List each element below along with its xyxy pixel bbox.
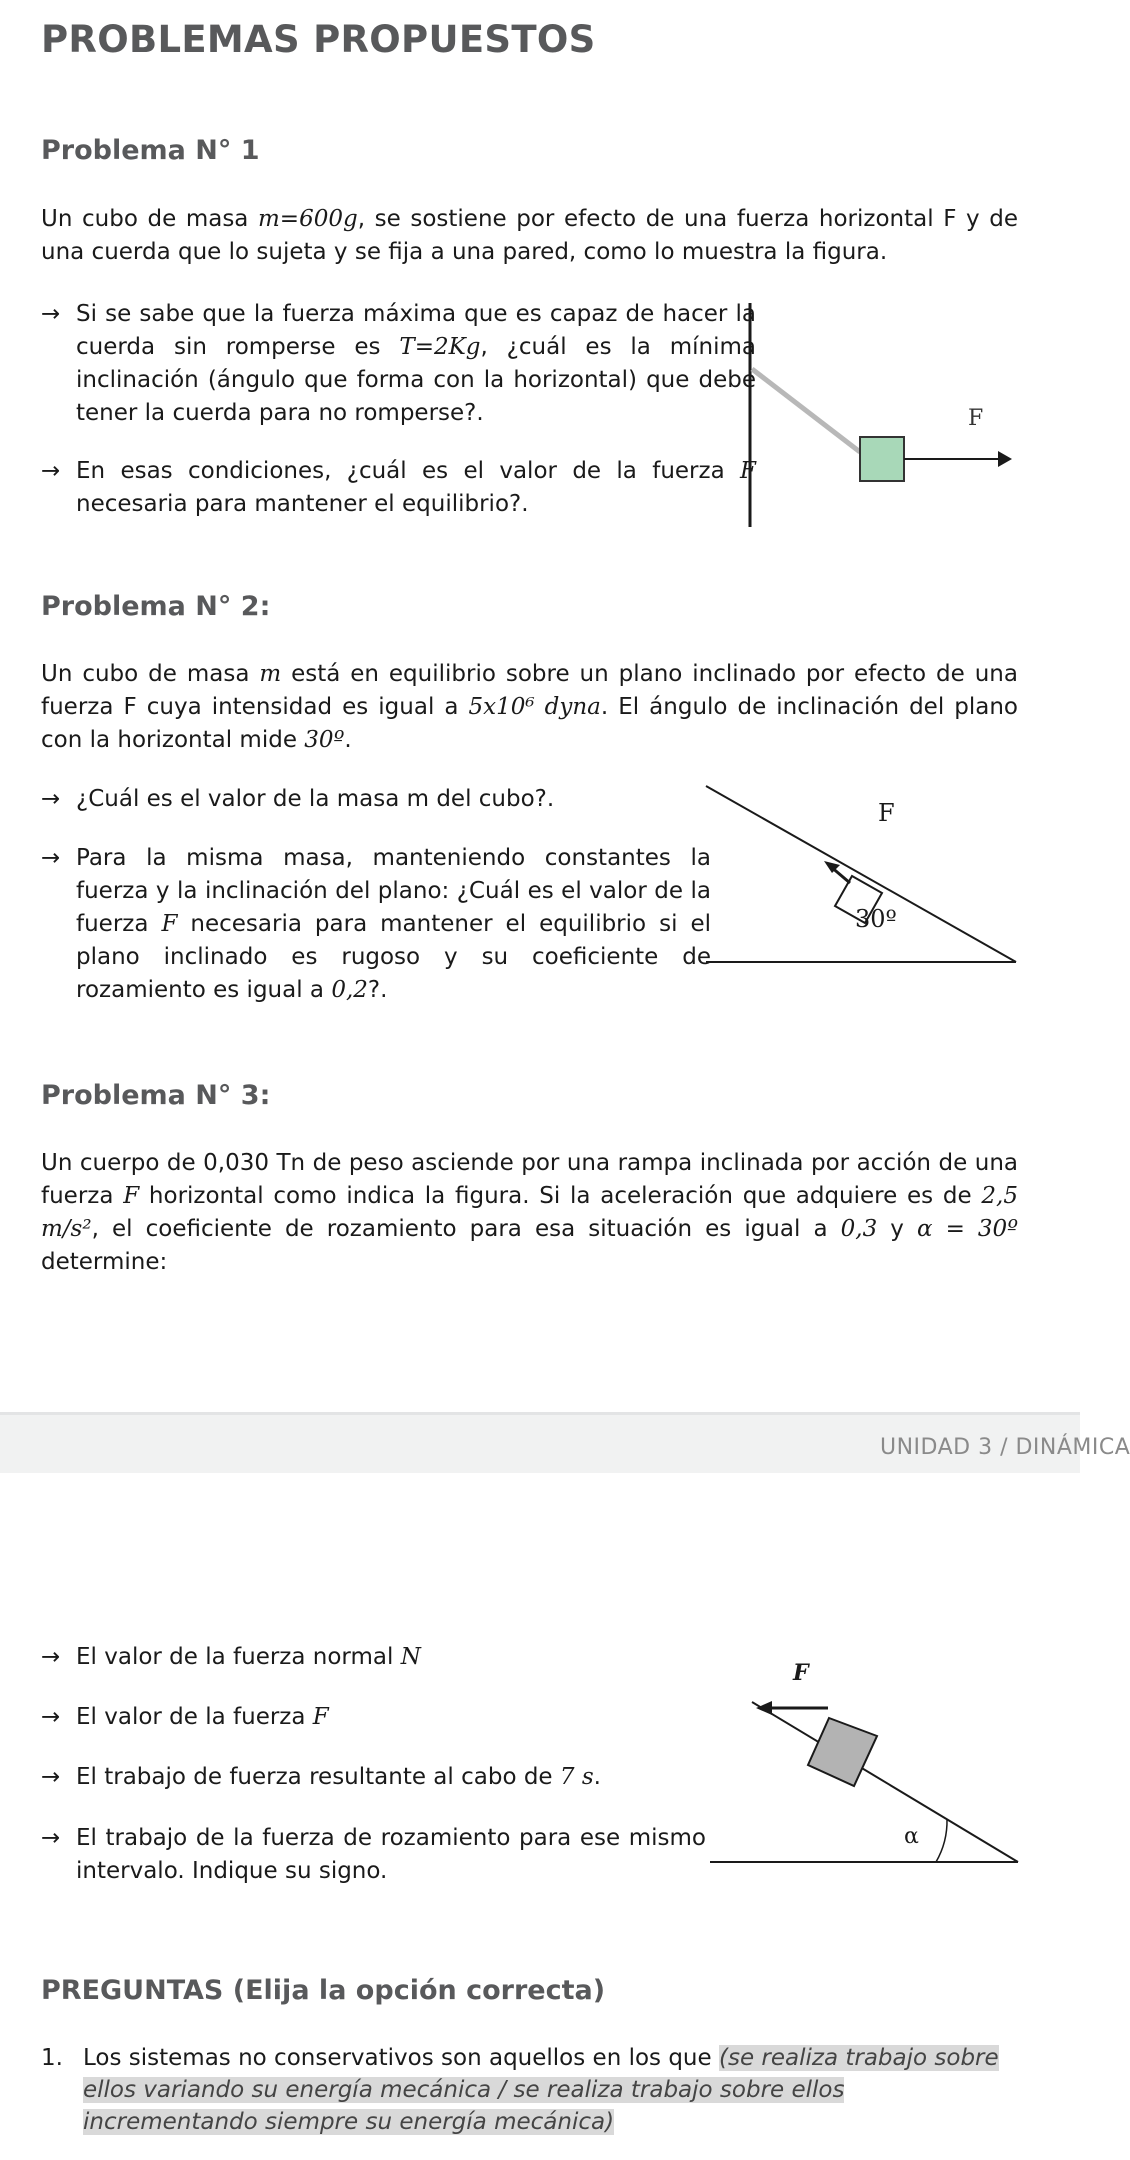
force-arrowhead-icon <box>756 1701 772 1715</box>
arrow-right-icon: → <box>41 1644 61 1670</box>
arrow-right-icon: → <box>41 786 61 812</box>
angle-label: 30º <box>855 905 897 933</box>
arrow-right-icon: → <box>41 1764 61 1790</box>
problem-1-figure <box>740 295 1030 530</box>
question-1-options: (se realiza trabajo sobre ellos variando su energía mecánica / se realiza trabajo sobre ellos incrementando siempre su energía mecánica) <box>83 2045 999 2135</box>
arrow-right-icon: → <box>41 301 61 327</box>
force-arrowhead-icon <box>998 451 1012 467</box>
problem-1-question-2: → En esas condiciones, ¿cuál es el valor de la fuerza F necesaria para mantener el equilibrio?. <box>41 455 756 521</box>
unit-header: UNIDAD 3 / DINÁMICA <box>880 1435 1130 1460</box>
problem-3-heading: Problema N° 3: <box>41 1080 271 1111</box>
problem-2-figure <box>700 780 1025 970</box>
questions-heading: PREGUNTAS (Elija la opción correcta) <box>41 1975 606 2006</box>
inclined-plane <box>706 786 1016 962</box>
problem-3-question-4: → El trabajo de la fuerza de rozamiento para ese mismo intervalo. Indique su signo. <box>41 1822 706 1888</box>
block <box>808 1718 877 1786</box>
rope <box>752 369 860 452</box>
arrow-right-icon: → <box>41 845 61 871</box>
page-title: PROBLEMAS PROPUESTOS <box>41 18 596 61</box>
problem-1-question-1: → Si se sabe que la fuerza máxima que es capaz de hacer la cuerda sin romperse es T=2Kg, ¿cuál es la mínima inclinación (ángulo que forma con la horizontal) que debe tener la cuerda para no romperse?. <box>41 298 756 430</box>
angle-arc <box>936 1819 947 1862</box>
force-label: F <box>878 799 895 827</box>
question-1: Los sistemas no conservativos son aquellos en los que (se realiza trabajo sobre ellos variando su energía mecánica / se realiza trabajo sobre ellos incrementando siempre su energía mecánica) <box>83 2045 999 2135</box>
problem-2-question-2: → Para la misma masa, manteniendo constantes la fuerza y la inclinación del plano: ¿Cuál es el valor de la fuerza F necesaria para mantener el equilibrio si el plano inclinado es rugoso y su coeficiente de rozamiento es igual a 0,2?. <box>41 842 711 1007</box>
problem-2-statement: Un cubo de masa m está en equilibrio sobre un plano inclinado por efecto de una fuerza F cuya intensidad es igual a 5x10⁶ dyna. El ángulo de inclinación del plano con la horizontal mide 30º. <box>41 661 1018 753</box>
problem-3-figure <box>700 1650 1025 1870</box>
problem-2-question-1: → ¿Cuál es el valor de la masa m del cubo?. <box>41 783 711 816</box>
force-label: F <box>968 406 984 431</box>
force-label: F <box>793 1660 809 1686</box>
problem-1-heading: Problema N° 1 <box>41 135 260 166</box>
arrow-right-icon: → <box>41 1704 61 1730</box>
inclined-plane <box>752 1702 1018 1862</box>
problem-3-question-2: → El valor de la fuerza F <box>41 1701 706 1734</box>
problem-3-question-3: → El trabajo de fuerza resultante al cabo de 7 s. <box>41 1761 706 1794</box>
question-1-number: 1. <box>41 2045 63 2071</box>
arrow-right-icon: → <box>41 1825 61 1851</box>
problem-2-heading: Problema N° 2: <box>41 591 271 622</box>
cube <box>860 437 904 481</box>
problem-3-question-1: → El valor de la fuerza normal N <box>41 1641 706 1674</box>
problem-1-statement: Un cubo de masa m=600g, se sostiene por efecto de una fuerza horizontal F y de una cuerda que lo sujeta y se fija a una pared, como lo muestra la figura. <box>41 206 1018 265</box>
arrow-right-icon: → <box>41 458 61 484</box>
angle-label: α <box>904 1824 919 1849</box>
problem-3-statement: Un cuerpo de 0,030 Tn de peso asciende por una rampa inclinada por acción de una fuerza F horizontal como indica la figura. Si la aceleración que adquiere es de 2,5 m/s², el coeficiente de rozamiento para esa situación es igual a 0,3 y α = 30º determine: <box>41 1150 1019 1275</box>
